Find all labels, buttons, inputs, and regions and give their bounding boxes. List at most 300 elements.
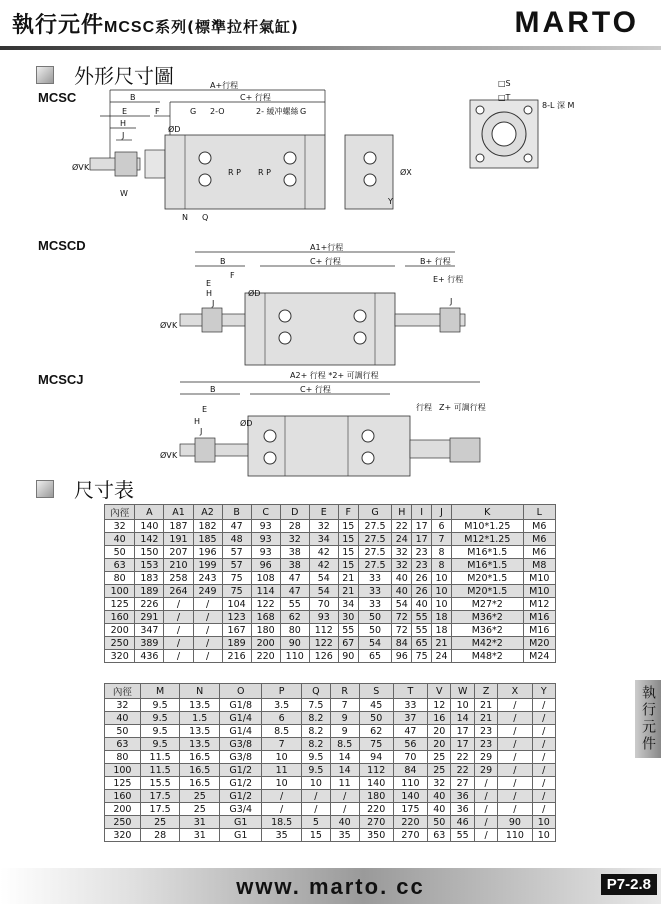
table-cell: 38 [280, 559, 309, 572]
table-cell: 63 [105, 738, 141, 751]
table-cell: G3/4 [220, 803, 262, 816]
table-row [105, 738, 556, 751]
table-row [105, 777, 556, 790]
table-cell: 36 [451, 790, 474, 803]
dim-2-o: 2-O [210, 107, 225, 116]
table-cell: / [498, 725, 532, 738]
footer-url: www. marto. cc [236, 874, 425, 899]
table-cell: 33 [393, 699, 427, 712]
dim-e-stroke: E+ 行程 [433, 275, 464, 284]
table-cell: 27 [451, 777, 474, 790]
table-cell: 62 [280, 611, 309, 624]
table-cell: 10 [262, 751, 302, 764]
table-cell: 25 [428, 764, 451, 777]
table-cell: 34 [309, 533, 338, 546]
dim-j: J [200, 427, 203, 436]
table-cell: 8.2 [301, 712, 330, 725]
column-header: I [412, 505, 432, 520]
table-cell: 84 [392, 637, 412, 650]
table-cell: 250 [105, 637, 135, 650]
table-cell: 10 [432, 585, 452, 598]
table-cell: / [498, 712, 532, 725]
column-header: G [358, 505, 392, 520]
column-header: Z [474, 684, 497, 699]
table-cell: 21 [338, 585, 358, 598]
table-cell: 270 [359, 816, 393, 829]
table-cell: / [532, 777, 555, 790]
table-cell: 21 [338, 572, 358, 585]
table-cell: 70 [309, 598, 338, 611]
column-header: H [392, 505, 412, 520]
table-cell: 112 [309, 624, 338, 637]
table-cell: 220 [393, 816, 427, 829]
table-cell: / [498, 764, 532, 777]
table-cell: 32 [105, 699, 141, 712]
table-cell: 207 [164, 546, 193, 559]
table-cell: 10 [532, 816, 555, 829]
table-cell: 8.5 [330, 738, 359, 751]
table-row [105, 637, 556, 650]
table-cell: 389 [135, 637, 164, 650]
table-header-row [105, 505, 556, 520]
dim-rp-left: R P [228, 168, 241, 177]
table-cell: 17 [451, 725, 474, 738]
column-header: R [330, 684, 359, 699]
table-cell: 31 [180, 816, 220, 829]
table-cell: M27*2 [451, 598, 523, 611]
table-cell: 200 [105, 624, 135, 637]
dim-d: ØD [248, 289, 261, 298]
dim-a1-stroke: A1+行程 [310, 243, 344, 252]
table-cell: 21 [474, 699, 497, 712]
column-header: Q [301, 684, 330, 699]
dimension-table-1 [104, 504, 556, 663]
section-table-heading [36, 474, 134, 503]
column-header: X [498, 684, 532, 699]
table-cell: 25 [180, 803, 220, 816]
table-cell: 10 [451, 699, 474, 712]
table-cell: 110 [498, 829, 532, 842]
table-cell: 57 [222, 546, 251, 559]
table-header-row [105, 684, 556, 699]
table-cell: 29 [474, 751, 497, 764]
table-cell: 5 [301, 816, 330, 829]
table-cell: 8.2 [301, 725, 330, 738]
page-header [0, 0, 661, 46]
table-cell: 189 [222, 637, 251, 650]
table-cell: M48*2 [451, 650, 523, 663]
table-cell: 55 [412, 611, 432, 624]
table-cell: 33 [358, 598, 392, 611]
table-cell: G1/2 [220, 764, 262, 777]
section-title: 外形尺寸圖 [74, 64, 174, 88]
table-cell: 11.5 [140, 764, 180, 777]
table-cell: 40 [428, 790, 451, 803]
table-cell: 54 [358, 637, 392, 650]
table-cell: 72 [392, 611, 412, 624]
table-cell: / [193, 637, 222, 650]
table-cell: 7 [432, 533, 452, 546]
table-cell: 16.5 [180, 777, 220, 790]
table-cell: 27.5 [358, 520, 392, 533]
table-cell: 122 [251, 598, 280, 611]
table-cell: 27.5 [358, 533, 392, 546]
table-row [105, 520, 556, 533]
table-cell: 14 [330, 751, 359, 764]
table-cell: 140 [359, 777, 393, 790]
dim-cushion-screw: 2- 緩冲螺絲 [256, 107, 299, 116]
table-cell: M12*1.25 [451, 533, 523, 546]
table-cell: 47 [222, 520, 251, 533]
table-cell: M10*1.25 [451, 520, 523, 533]
table-cell: 14 [451, 712, 474, 725]
page-number: P7-2.8 [601, 874, 657, 895]
table-cell: / [532, 725, 555, 738]
table-cell: G1/8 [220, 699, 262, 712]
table-cell: 75 [222, 572, 251, 585]
table-cell: M12 [523, 598, 555, 611]
table-cell: 191 [164, 533, 193, 546]
dim-e: E [206, 279, 212, 288]
table-cell: 175 [393, 803, 427, 816]
table-cell: M6 [523, 546, 555, 559]
table-cell: 125 [105, 598, 135, 611]
dim-g-right: G [300, 107, 307, 116]
table-row [105, 790, 556, 803]
table-cell: 32 [309, 520, 338, 533]
table-cell: / [164, 611, 193, 624]
table-cell: 55 [280, 598, 309, 611]
table-cell: 200 [251, 637, 280, 650]
dim-c-stroke: C+ 行程 [300, 385, 331, 394]
table-cell: 7 [330, 699, 359, 712]
drawing-mcsc [70, 80, 590, 230]
table-cell: M42*2 [451, 637, 523, 650]
column-header: T [393, 684, 427, 699]
dim-f: F [155, 107, 160, 116]
table-cell: 264 [164, 585, 193, 598]
table-cell: 47 [393, 725, 427, 738]
table-cell: 37 [393, 712, 427, 725]
table-cell: 22 [451, 764, 474, 777]
table-cell: 22 [451, 751, 474, 764]
table-cell: 110 [280, 650, 309, 663]
table-cell: 32 [105, 520, 135, 533]
table-cell: 350 [359, 829, 393, 842]
table-cell: M10 [523, 585, 555, 598]
table-cell: M8 [523, 559, 555, 572]
column-header: S [359, 684, 393, 699]
table-cell: 65 [358, 650, 392, 663]
table-cell: 40 [105, 712, 141, 725]
table-cell: 93 [309, 611, 338, 624]
table-cell: 63 [428, 829, 451, 842]
dim-t: □T [498, 93, 511, 102]
table-cell: 50 [359, 712, 393, 725]
table-cell: / [330, 790, 359, 803]
table-cell: 17 [412, 533, 432, 546]
table-cell: 123 [222, 611, 251, 624]
table-cell: / [498, 699, 532, 712]
table-cell: 226 [135, 598, 164, 611]
table-cell: 34 [338, 598, 358, 611]
dim-s: □S [498, 80, 511, 88]
table-cell: 220 [251, 650, 280, 663]
table-cell: 8.5 [262, 725, 302, 738]
table-cell: 17 [412, 520, 432, 533]
dim-g: G [190, 107, 197, 116]
column-header: W [451, 684, 474, 699]
table-cell: 436 [135, 650, 164, 663]
table-cell: M20*1.5 [451, 572, 523, 585]
table-cell: 72 [392, 624, 412, 637]
table-row [105, 533, 556, 546]
table-cell: 38 [280, 546, 309, 559]
table-cell: 110 [393, 777, 427, 790]
table-cell: M20 [523, 637, 555, 650]
table-cell: 187 [164, 520, 193, 533]
column-header: B [222, 505, 251, 520]
table-cell: / [193, 611, 222, 624]
table-cell: 16.5 [180, 764, 220, 777]
dim-h: H [206, 289, 213, 298]
table-cell: 50 [358, 624, 392, 637]
column-header: M [140, 684, 180, 699]
table-cell: / [532, 790, 555, 803]
column-header: A2 [193, 505, 222, 520]
table-cell: 32 [392, 546, 412, 559]
dim-j: J [212, 299, 215, 308]
drawing-mcscd [150, 238, 490, 368]
dim-e: E [202, 405, 208, 414]
table-cell: / [330, 803, 359, 816]
table-cell: M24 [523, 650, 555, 663]
table-cell: 27.5 [358, 546, 392, 559]
table-cell: 9.5 [140, 699, 180, 712]
dim-j: J [122, 131, 125, 140]
table-cell: 347 [135, 624, 164, 637]
table-cell: 3.5 [262, 699, 302, 712]
section-bullet-icon [36, 480, 54, 498]
table-cell: 32 [392, 559, 412, 572]
table-cell: 18 [432, 624, 452, 637]
dim-n: N [182, 213, 188, 222]
table-cell: 28 [280, 520, 309, 533]
table-cell: 32 [280, 533, 309, 546]
table-cell: 13.5 [180, 725, 220, 738]
table-cell: / [164, 598, 193, 611]
table-cell: M16 [523, 624, 555, 637]
table-cell: 40 [330, 816, 359, 829]
table-cell: 62 [359, 725, 393, 738]
table-row [105, 572, 556, 585]
table-cell: 93 [251, 520, 280, 533]
table-cell: 21 [432, 637, 452, 650]
table-cell: 210 [164, 559, 193, 572]
page-title [12, 8, 299, 39]
table-cell: 90 [498, 816, 532, 829]
table-cell: / [474, 803, 497, 816]
table-cell: M16*1.5 [451, 559, 523, 572]
table-cell: 9.5 [301, 764, 330, 777]
table-cell: 10 [432, 598, 452, 611]
dim-w: W [120, 189, 128, 198]
dim-stroke: 行程 [416, 403, 432, 412]
table-cell: 54 [392, 598, 412, 611]
table-row [105, 546, 556, 559]
table-cell: 160 [105, 611, 135, 624]
table-cell: 36 [451, 803, 474, 816]
table-cell: 23 [474, 725, 497, 738]
drawing-label-mcsc: MCSC [38, 90, 77, 105]
table-cell: 100 [105, 585, 135, 598]
table-cell: 50 [105, 725, 141, 738]
table-cell: 16 [428, 712, 451, 725]
table-row [105, 764, 556, 777]
table-cell: 258 [164, 572, 193, 585]
table-cell: 9.5 [140, 725, 180, 738]
column-header: E [309, 505, 338, 520]
table-row [105, 585, 556, 598]
table-cell: 6 [262, 712, 302, 725]
table-cell: 100 [105, 764, 141, 777]
column-header: J [432, 505, 452, 520]
dim-d: ØD [168, 125, 181, 134]
table-cell: 32 [428, 777, 451, 790]
table-cell: 40 [428, 803, 451, 816]
table-cell: / [532, 699, 555, 712]
table-cell: / [164, 637, 193, 650]
table-cell: 50 [105, 546, 135, 559]
table-cell: 65 [412, 637, 432, 650]
table-cell: 75 [359, 738, 393, 751]
column-header: A [135, 505, 164, 520]
table-cell: 9 [330, 725, 359, 738]
table-cell: 10 [432, 572, 452, 585]
table-cell: 67 [338, 637, 358, 650]
title-model: MCSC [104, 19, 156, 36]
table-cell: 10 [301, 777, 330, 790]
table-cell: 249 [193, 585, 222, 598]
table-cell: 84 [393, 764, 427, 777]
table-cell: 216 [222, 650, 251, 663]
table-cell: 150 [135, 546, 164, 559]
table-cell: / [474, 777, 497, 790]
table-cell: / [193, 650, 222, 663]
table-cell: / [193, 624, 222, 637]
table-cell: 75 [222, 585, 251, 598]
table-cell: 47 [280, 572, 309, 585]
table-cell: 8.2 [301, 738, 330, 751]
dimension-table-2 [104, 683, 556, 842]
table-cell: 55 [451, 829, 474, 842]
table-cell: / [532, 751, 555, 764]
table-cell: 15.5 [140, 777, 180, 790]
dim-v: ØV [160, 321, 172, 330]
table-cell: 80 [105, 751, 141, 764]
title-subtitle: 系列(標準拉杆氣缸) [155, 18, 299, 36]
table-cell: 94 [359, 751, 393, 764]
table-cell: / [498, 790, 532, 803]
table-cell: 26 [412, 585, 432, 598]
dim-k: K [84, 163, 90, 172]
dim-v: ØV [72, 163, 84, 172]
table-cell: 114 [251, 585, 280, 598]
table-row [105, 712, 556, 725]
drawing-label-mcscj: MCSCJ [38, 372, 84, 387]
table-cell: M20*1.5 [451, 585, 523, 598]
dim-b: B [220, 257, 226, 266]
table-cell: 17.5 [140, 803, 180, 816]
dim-d: ØD [240, 419, 253, 428]
dim-y: Y [388, 197, 393, 206]
dim-b: B [130, 93, 136, 102]
table-cell: 11 [262, 764, 302, 777]
table-cell: / [301, 803, 330, 816]
table-cell: 11 [330, 777, 359, 790]
table-cell: 167 [222, 624, 251, 637]
column-header: A1 [164, 505, 193, 520]
table-row [105, 611, 556, 624]
table-cell: 11.5 [140, 751, 180, 764]
table-cell: / [474, 829, 497, 842]
table-cell: 20 [428, 738, 451, 751]
table-cell: G1/4 [220, 712, 262, 725]
column-header: C [251, 505, 280, 520]
table-cell: 90 [280, 637, 309, 650]
table-row [105, 816, 556, 829]
table-cell: 200 [105, 803, 141, 816]
table-cell: 7 [262, 738, 302, 751]
table-cell: 160 [105, 790, 141, 803]
table-cell: / [474, 816, 497, 829]
table-cell: 17 [451, 738, 474, 751]
table-row [105, 598, 556, 611]
dim-a-stroke: A+行程 [210, 81, 239, 90]
table-row [105, 751, 556, 764]
table-cell: M16*1.5 [451, 546, 523, 559]
table-cell: 28 [140, 829, 180, 842]
table-cell: 7.5 [301, 699, 330, 712]
table-cell: 23 [412, 559, 432, 572]
table-cell: 40 [412, 598, 432, 611]
table-cell: 196 [193, 546, 222, 559]
page-footer [0, 868, 661, 904]
table-cell: 10 [262, 777, 302, 790]
column-header: Y [532, 684, 555, 699]
column-header: P [262, 684, 302, 699]
column-header: N [180, 684, 220, 699]
table-cell: 9.5 [140, 712, 180, 725]
table-cell: 47 [280, 585, 309, 598]
table-cell: G1/2 [220, 777, 262, 790]
table-cell: 93 [251, 533, 280, 546]
table-cell: M36*2 [451, 624, 523, 637]
dim-q: Q [202, 213, 209, 222]
table-cell: 30 [338, 611, 358, 624]
table-cell: 140 [135, 520, 164, 533]
table-cell: M16 [523, 611, 555, 624]
table-cell: 9.5 [301, 751, 330, 764]
table-cell: M6 [523, 533, 555, 546]
drawing-label-mcscd: MCSCD [38, 238, 86, 253]
table-cell: 15 [301, 829, 330, 842]
table-cell: 189 [135, 585, 164, 598]
table-cell: 270 [393, 829, 427, 842]
dim-k: K [172, 451, 178, 460]
table-cell: 31 [180, 829, 220, 842]
brand-logo: MARTO [514, 6, 639, 39]
